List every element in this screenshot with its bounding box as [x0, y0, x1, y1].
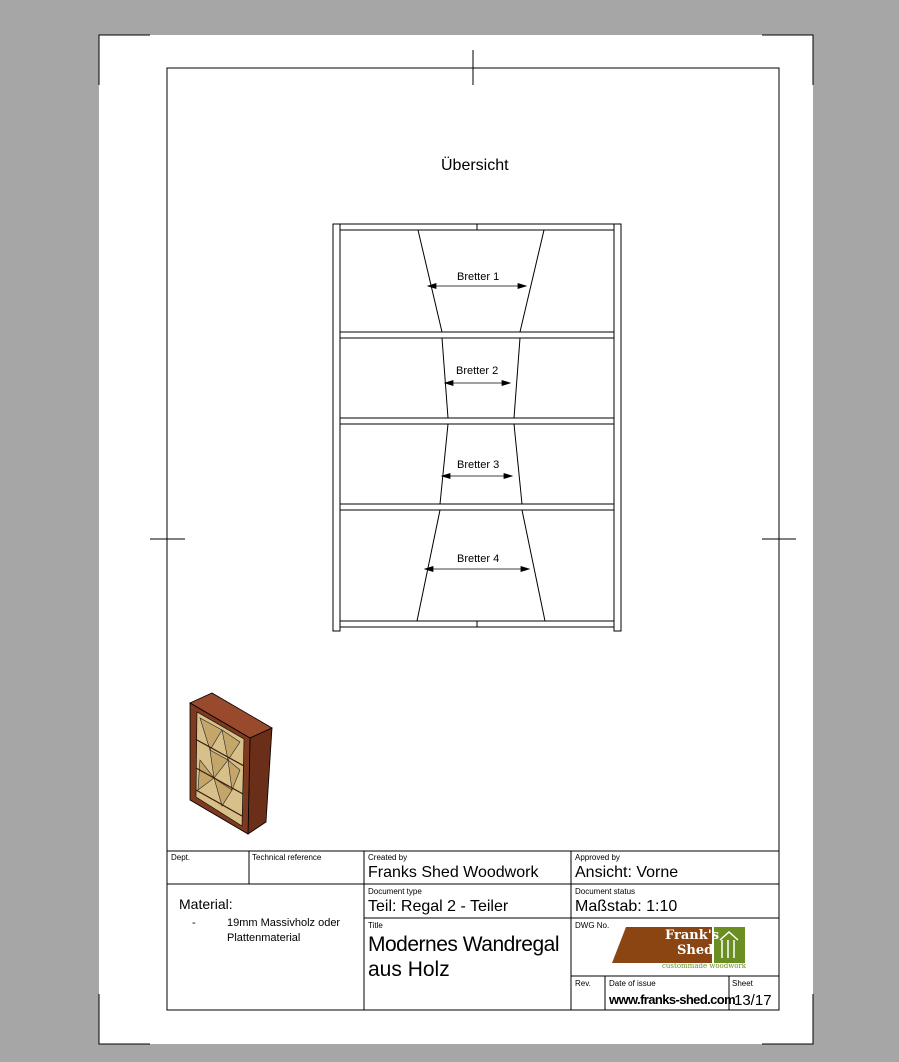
material-bullet: - [192, 917, 196, 929]
logo-tagline: custommade woodwork [662, 962, 747, 970]
dept-label: Dept. [171, 853, 191, 862]
shelf-label-4: Bretter 4 [457, 553, 500, 565]
doc-status-value: Maßstab: 1:10 [575, 898, 678, 915]
material-line-1: 19mm Massivholz oder [227, 917, 341, 929]
logo-line-2: Shed [677, 943, 714, 958]
material-heading: Material: [179, 896, 233, 912]
date-of-issue-value: www.franks-shed.com [609, 992, 736, 1007]
shelf-label-3: Bretter 3 [457, 459, 500, 471]
crop-marks [99, 35, 813, 1044]
shelf-label-2: Bretter 2 [456, 365, 499, 377]
sheet-label: Sheet [732, 979, 753, 988]
material-line-2: Plattenmaterial [227, 932, 301, 944]
sheet-number: 13/17 [734, 992, 772, 1009]
title-line-1: Modernes Wandregal [368, 933, 559, 956]
shelf-front-view [333, 224, 621, 631]
doc-status-label: Document status [575, 887, 636, 896]
rev-label: Rev. [575, 979, 591, 988]
dwg-no-label: DWG No. [575, 921, 610, 930]
title-label: Title [368, 921, 383, 930]
date-of-issue-label: Date of issue [609, 979, 656, 988]
tech-ref-label: Technical reference [252, 853, 322, 862]
created-by-label: Created by [368, 853, 408, 862]
logo-line-1: Frank's [665, 928, 720, 943]
created-by-value: Franks Shed Woodwork [368, 864, 539, 881]
approved-by-label: Approved by [575, 853, 620, 862]
approved-by-value: Ansicht: Vorne [575, 864, 679, 881]
doc-type-label: Document type [368, 887, 422, 896]
doc-type-value: Teil: Regal 2 - Teiler [368, 898, 509, 915]
shelf-3d-render [190, 693, 272, 834]
view-title: Übersicht [441, 157, 509, 174]
title-line-2: aus Holz [368, 958, 450, 981]
shelf-label-1: Bretter 1 [457, 271, 500, 283]
